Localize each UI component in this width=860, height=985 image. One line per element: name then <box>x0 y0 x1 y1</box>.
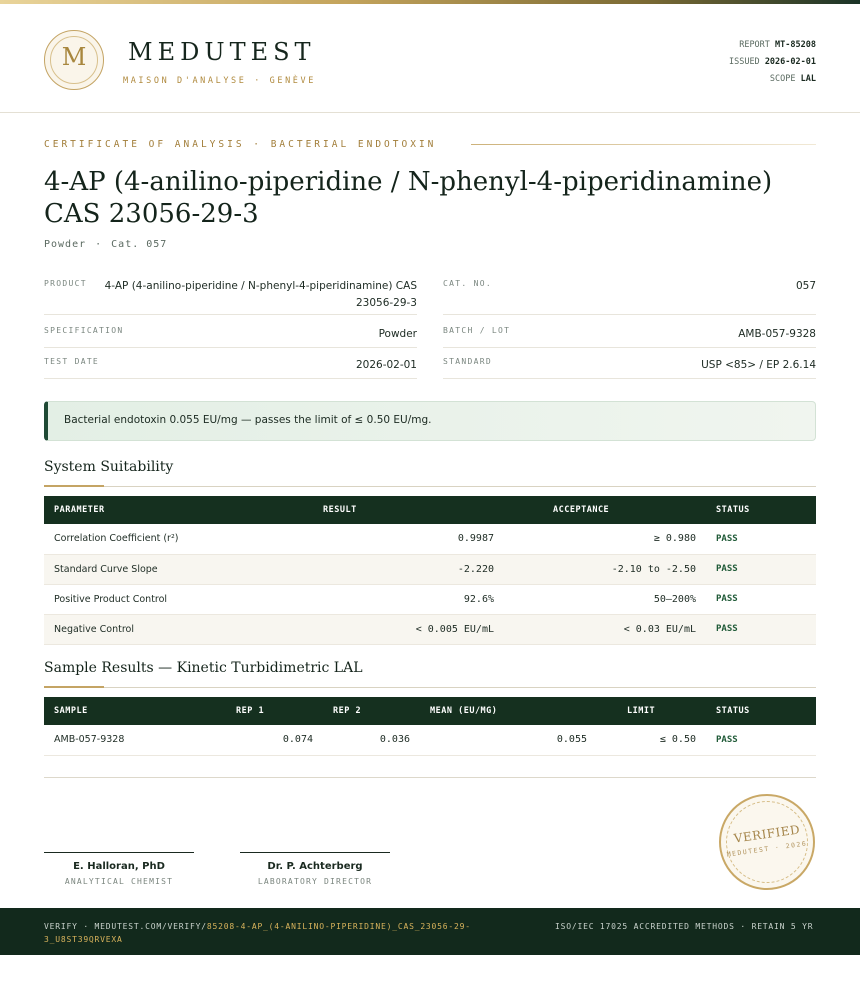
mean-cell: 0.055 <box>420 725 597 755</box>
column-header: STATUS <box>716 505 750 515</box>
column-header: RESULT <box>323 505 357 515</box>
eyebrow-divider <box>471 144 816 145</box>
page-title: 4-AP (4-anilino-piperidine / N-phenyl-4-piperidinamine) CAS 23056-29-3 <box>44 167 773 229</box>
signatory-role: ANALYTICAL CHEMIST <box>64 877 174 886</box>
info-label: SPECIFICATION <box>44 326 124 335</box>
info-product <box>44 274 417 315</box>
seal-subtext: MEDUTEST · 2026 <box>726 839 808 859</box>
cat-text: Cat. 057 <box>111 239 168 250</box>
parameter-cell: Correlation Coefficient (r²) <box>44 524 274 554</box>
report-label: REPORT <box>739 40 770 50</box>
form-text: Powder <box>44 239 87 250</box>
sample-cell: AMB-057-9328 <box>44 725 226 755</box>
page-footer <box>0 908 860 955</box>
column-header: MEAN (EU/MG) <box>430 706 498 716</box>
info-value: 4-AP (4-anilino-piperidine / N-phenyl-4-piperidinamine) CAS 23056-29-3 <box>104 280 417 309</box>
verify-link[interactable]: 85208-4-AP_(4-ANILINO-PIPERIDINE)_CAS_23056-29-3_U8ST39QRVEXA <box>44 922 471 944</box>
issued-date: 2026-02-01 <box>764 57 816 67</box>
table-row <box>44 524 816 554</box>
sample-results-table <box>44 697 816 756</box>
table-row <box>44 614 816 644</box>
info-value: 2026-02-01 <box>355 359 417 371</box>
acceptance-cell: -2.10 to -2.50 <box>504 554 706 584</box>
info-value: AMB-057-9328 <box>738 328 816 340</box>
parameter-cell: Negative Control <box>44 614 274 644</box>
info-label: TEST DATE <box>44 357 100 366</box>
verified-seal <box>719 794 815 890</box>
info-value: Powder <box>378 328 417 340</box>
section-title-suitability: System Suitability <box>44 459 174 475</box>
info-value: 057 <box>795 280 816 292</box>
info-value: USP <85> / EP 2.6.14 <box>701 359 816 371</box>
logo-letter: M <box>61 43 87 71</box>
section-title-samples: Sample Results — Kinetic Turbidimetric LAL <box>44 660 363 676</box>
info-label: STANDARD <box>443 357 492 366</box>
info-label: BATCH / LOT <box>443 326 511 335</box>
signatory-name: E. Halloran, PhD <box>73 861 165 872</box>
brand-logo <box>44 30 104 90</box>
suitability-table <box>44 496 816 645</box>
brand-tagline: MAISON D'ANALYSE · GENÈVE <box>123 76 316 86</box>
info-standard <box>443 348 816 379</box>
parameter-cell: Standard Curve Slope <box>44 554 274 584</box>
table-header-row <box>44 496 816 524</box>
signature-block-director <box>240 852 390 886</box>
rep2-cell: 0.036 <box>323 725 420 755</box>
content-divider <box>44 777 816 778</box>
report-header <box>0 4 860 113</box>
result-cell: < 0.005 EU/mL <box>274 614 504 644</box>
status-badge: PASS <box>706 725 816 755</box>
acceptance-cell: < 0.03 EU/mL <box>504 614 706 644</box>
signatory-name: Dr. P. Achterberg <box>267 861 363 872</box>
table-row <box>44 584 816 614</box>
acceptance-cell: ≥ 0.980 <box>504 524 706 554</box>
info-test-date <box>44 348 417 379</box>
column-header: STATUS <box>716 706 750 716</box>
report-meta <box>729 37 816 88</box>
result-banner <box>44 401 816 441</box>
column-header: ACCEPTANCE <box>553 505 610 515</box>
status-badge: PASS <box>706 554 816 584</box>
section-divider <box>44 486 816 487</box>
signatory-role: LABORATORY DIRECTOR <box>257 877 373 886</box>
accreditation-note: ISO/IEC 17025 ACCREDITED METHODS · RETAIN 5 YR <box>555 922 814 931</box>
column-header: LIMIT <box>627 706 656 716</box>
result-cell: 92.6% <box>274 584 504 614</box>
info-cat-no <box>443 274 816 315</box>
acceptance-cell: 50–200% <box>504 584 706 614</box>
column-header: REP 2 <box>333 706 362 716</box>
document-eyebrow <box>44 139 816 151</box>
limit-cell: ≤ 0.50 <box>597 725 706 755</box>
report-number: MT-85208 <box>775 40 816 50</box>
scope-value: LAL <box>800 74 816 84</box>
info-label: PRODUCT <box>44 279 87 288</box>
rep1-cell: 0.074 <box>226 725 323 755</box>
table-header-row <box>44 697 816 725</box>
status-badge: PASS <box>706 614 816 644</box>
section-divider <box>44 687 816 688</box>
status-badge: PASS <box>706 584 816 614</box>
verify-note <box>44 920 524 946</box>
table-row <box>44 554 816 584</box>
eyebrow-text: CERTIFICATE OF ANALYSIS · BACTERIAL ENDOTOXIN <box>44 139 437 150</box>
verify-prefix: VERIFY · MEDUTEST.COM/VERIFY/ <box>44 922 207 931</box>
parameter-cell: Positive Product Control <box>44 584 274 614</box>
result-cell: -2.220 <box>274 554 504 584</box>
signature-block-analyst <box>44 852 194 886</box>
brand-name: MEDUTEST <box>128 38 316 66</box>
status-badge: PASS <box>706 524 816 554</box>
column-header: SAMPLE <box>54 706 88 716</box>
page-subtitle: Powder · Cat. 057 <box>44 239 168 250</box>
table-row <box>44 725 816 755</box>
info-batch <box>443 317 816 348</box>
issued-label: ISSUED <box>728 57 760 67</box>
seal-text: VERIFIED <box>733 822 801 846</box>
result-cell: 0.9987 <box>274 524 504 554</box>
result-banner-text: Bacterial endotoxin 0.055 EU/mg — passes the limit of ≤ 0.50 EU/mg. <box>64 414 432 426</box>
info-specification <box>44 317 417 348</box>
column-header: PARAMETER <box>54 505 105 515</box>
scope-label: SCOPE <box>769 74 796 84</box>
info-label: CAT. NO. <box>443 279 492 288</box>
column-header: REP 1 <box>236 706 265 716</box>
